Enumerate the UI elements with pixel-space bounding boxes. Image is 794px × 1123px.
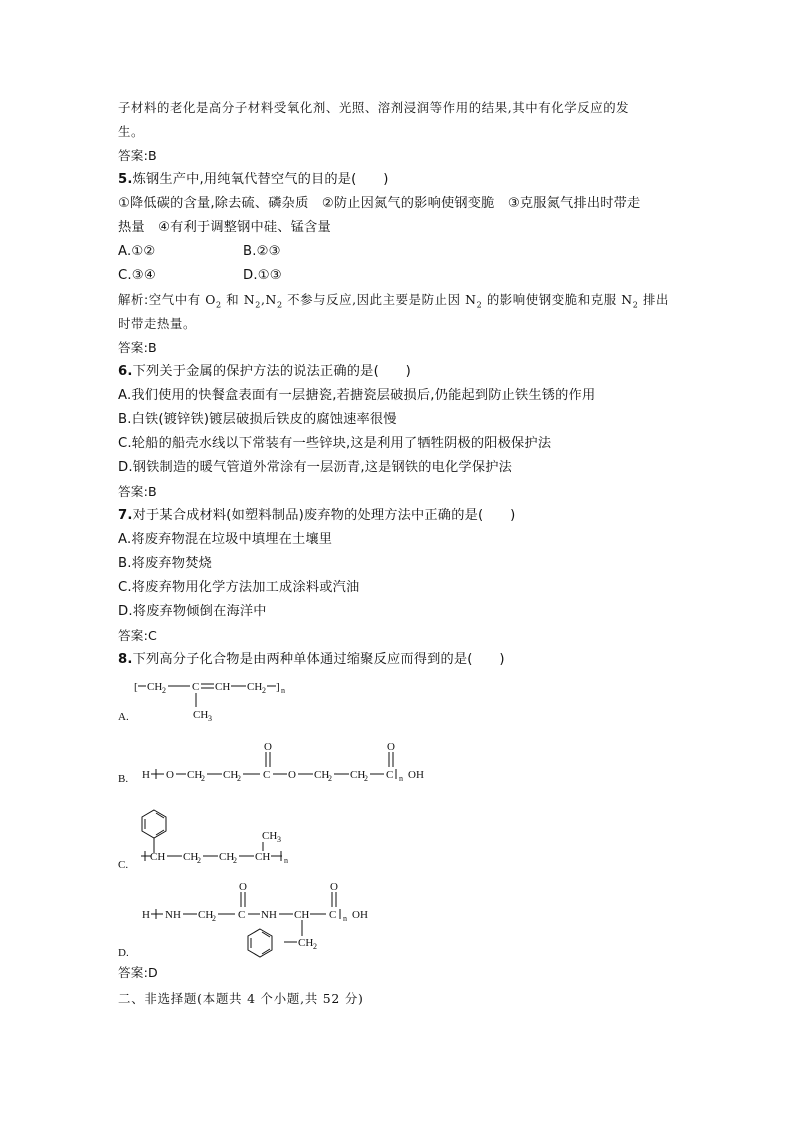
- h-atom: H: [142, 769, 150, 781]
- section-2-title: 二、非选择题(本题共 4 个小题,共 52 分): [118, 991, 364, 1006]
- ch2-group: CH: [314, 769, 330, 781]
- nh-group: NH: [261, 909, 277, 921]
- ch3-group: CH: [262, 830, 278, 842]
- o-atom: O: [387, 741, 395, 753]
- q5-options-line-1: ①降低碳的含量,除去硫、磷杂质 ②防止因氮气的影响使钢变脆 ③克服氮气排出时带走: [118, 196, 641, 211]
- ch2-group: CH: [198, 909, 214, 921]
- intro-answer: 答案:B: [118, 148, 157, 163]
- benzene-ring: [248, 929, 272, 957]
- c-atom: C: [263, 769, 271, 781]
- c-atom: C: [238, 909, 246, 921]
- q7-option-d: D.将废弃物倾倒在海洋中: [118, 604, 267, 619]
- ch2-group: CH: [183, 851, 199, 863]
- ch3-group: CH: [193, 709, 209, 721]
- o-atom: O: [330, 881, 338, 893]
- q7-number: 7.: [118, 508, 133, 523]
- subscript-n: n: [281, 686, 285, 695]
- q6-number: 6.: [118, 364, 133, 379]
- subscript: 2: [276, 300, 283, 310]
- o-atom: O: [166, 769, 174, 781]
- q5-explanation-line-2: 时带走热量。: [118, 316, 196, 331]
- ch2-group: CH: [187, 769, 203, 781]
- intro-line-2: 生。: [118, 124, 144, 139]
- q6-option-b: B.白铁(镀锌铁)镀层破损后铁皮的腐蚀速率很慢: [118, 412, 397, 427]
- subscript: 3: [208, 714, 212, 723]
- subscript: 2: [364, 774, 368, 783]
- benzene-ring: [142, 810, 166, 838]
- oh-group: OH: [408, 769, 424, 781]
- q7-option-c: C.将废弃物用化学方法加工成涂料或汽油: [118, 580, 360, 595]
- ch-group: CH: [255, 851, 271, 863]
- bracket-open: [: [134, 681, 138, 693]
- ch2-group: CH: [298, 937, 314, 949]
- subscript: 2: [233, 856, 237, 865]
- o-atom: O: [264, 741, 272, 753]
- ch-group: CH: [294, 909, 310, 921]
- q5-options-line-2: 热量 ④有利于调整钢中硅、锰含量: [118, 220, 331, 235]
- subscript: 2: [212, 914, 216, 923]
- q8-answer: 答案:D: [118, 965, 158, 980]
- subscript-n: n: [343, 914, 347, 923]
- q8-option-a-label: A.: [118, 711, 129, 723]
- subscript: 2: [216, 300, 222, 310]
- subscript: 2: [476, 300, 483, 310]
- h-atom: H: [142, 909, 150, 921]
- q8-stem-text: 下列高分子化合物是由两种单体通过缩聚反应而得到的是( ): [132, 652, 505, 667]
- nh-group: NH: [165, 909, 181, 921]
- q6-option-c: C.轮船的船壳水线以下常装有一些锌块,这是利用了牺牲阴极的阳极保护法: [118, 436, 552, 451]
- q8-option-b-label: B.: [118, 773, 129, 785]
- o-atom: O: [239, 881, 247, 893]
- q6-stem-text: 下列关于金属的保护方法的说法正确的是( ): [132, 364, 412, 379]
- ch2-group: CH: [219, 851, 235, 863]
- q5-explain-part: 和 N: [221, 292, 256, 307]
- q6-option-d: D.钢铁制造的暖气管道外常涂有一层沥青,这是钢铁的电化学保护法: [118, 460, 512, 475]
- q5-option-a: A.①②: [118, 244, 156, 259]
- subscript: 3: [277, 835, 281, 844]
- c-atom: C: [386, 769, 394, 781]
- q6-option-a: A.我们使用的快餐盒表面有一层搪瓷,若搪瓷层破损后,仍能起到防止铁生锈的作用: [118, 388, 596, 403]
- q5-explain-label: 解析:: [118, 292, 149, 307]
- q5-option-d: D.①③: [243, 268, 282, 283]
- q7-answer: 答案:C: [118, 628, 158, 643]
- q5-answer: 答案:B: [118, 340, 157, 355]
- oh-group: OH: [352, 909, 368, 921]
- subscript: 2: [632, 300, 639, 310]
- q8-option-d-label: D.: [118, 947, 129, 959]
- ch2-group: CH: [350, 769, 366, 781]
- q5-option-c: C.③④: [118, 268, 156, 283]
- c-atom: C: [329, 909, 337, 921]
- q5-explain-part: 空气中有 O: [148, 292, 217, 307]
- ch-group: CH: [150, 851, 166, 863]
- subscript: 2: [197, 856, 201, 865]
- formula-c: [118, 810, 288, 871]
- q7-option-a: A.将废弃物混在垃圾中填埋在土壤里: [118, 532, 333, 547]
- subscript: 2: [237, 774, 241, 783]
- subscript-n: n: [399, 774, 403, 783]
- o-atom: O: [288, 769, 296, 781]
- q5-option-b: B.②③: [243, 244, 281, 259]
- q5-explain-part: 排出: [638, 292, 669, 307]
- subscript: 2: [162, 686, 166, 695]
- q5-stem-text: 炼钢生产中,用纯氧代替空气的目的是( ): [132, 172, 389, 187]
- ch2-group: CH: [147, 681, 163, 693]
- subscript: 2: [313, 942, 317, 951]
- q7-option-b: B.将废弃物焚烧: [118, 556, 212, 571]
- subscript: 2: [255, 300, 261, 310]
- ch-group: CH: [215, 681, 231, 693]
- formula-d: [118, 881, 368, 959]
- q5-explain-part: ,N: [260, 292, 277, 307]
- subscript: 2: [328, 774, 332, 783]
- q5-number: 5.: [118, 172, 133, 187]
- q7-stem-text: 对于某合成材料(如塑料制品)废弃物的处理方法中正确的是( ): [132, 508, 516, 523]
- c-atom: C: [192, 681, 200, 693]
- intro-line-1: 子材料的老化是高分子材料受氧化剂、光照、溶剂浸润等作用的结果,其中有化学反应的发: [118, 100, 630, 115]
- q8-number: 8.: [118, 652, 133, 667]
- q5-explain-part: 的影响使钢变脆和克服 N: [482, 292, 633, 307]
- subscript: 2: [262, 686, 266, 695]
- formula-b: [118, 741, 424, 785]
- subscript-n: n: [284, 856, 288, 865]
- ch2-group: CH: [223, 769, 239, 781]
- subscript: 2: [201, 774, 205, 783]
- ch2-group: CH: [247, 681, 263, 693]
- q8-option-c-label: C.: [118, 859, 129, 871]
- formula-a: [118, 681, 285, 723]
- q5-explain-part: 不参与反应,因此主要是防止因 N: [282, 292, 477, 307]
- q6-answer: 答案:B: [118, 484, 157, 499]
- bracket-close: ]: [276, 681, 280, 693]
